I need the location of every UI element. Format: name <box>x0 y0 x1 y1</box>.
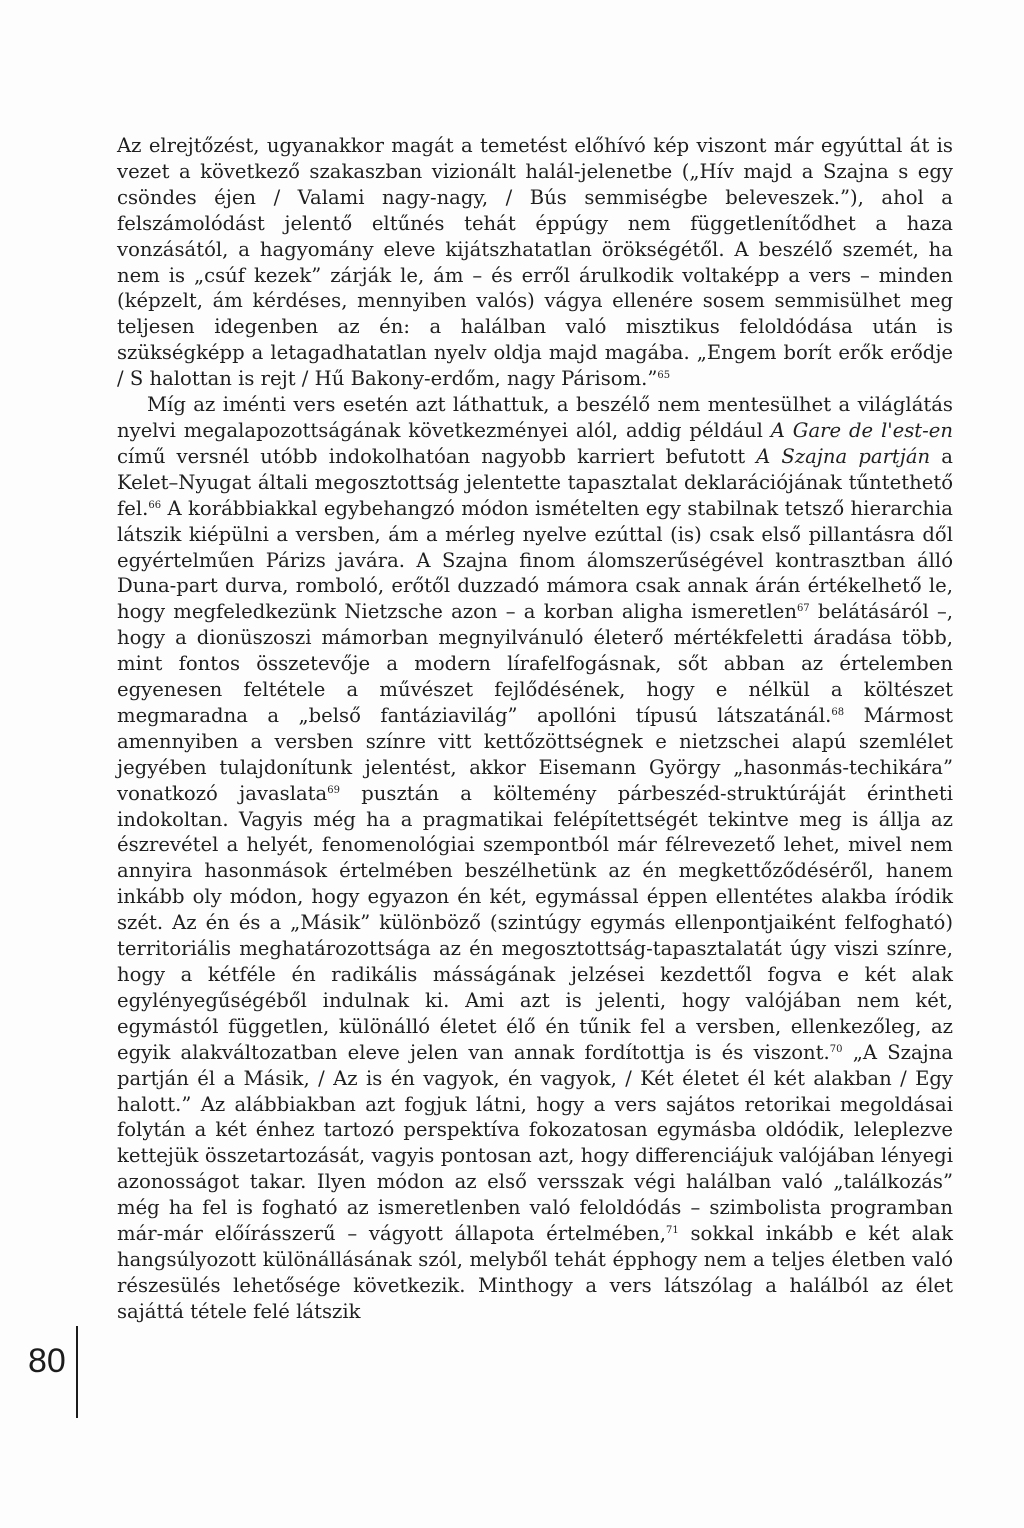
text-run: „A Szajna partján él a Másik, / Az is én vagyok, én vagyok, / Két életet él két alakban / Egy halott.” Az alábbiakban azt fogjuk látni, hogy a vers sajátos retorikai megoldásai folytán a két énhez tartozó perspektíva fokozatosan egymásba oldódik, leleplezve kettejük összetartozását, vagyis pontosan azt, hogy differenciájuk valójában lényegi azonosságot takar. Ilyen módon az első versszak végi halálban való „találkozás” még ha fel is fogható az ismeretlenben való feloldódás – szimbolista programban már-már előírásszerű – vágyott állapota értelmében, <box>117 1040 953 1246</box>
italic-title: A Szajna partján <box>756 444 931 468</box>
text-run: sokkal inkább e két alak hangsúlyozott különállásának szól, melyből tehát épphogy nem a teljes életben való részesülés lehetősége következik. Minthogy a vers látszólag a halálból az élet sajáttá tétele felé látszik <box>117 1222 953 1323</box>
footnote-marker: 69 <box>327 784 340 796</box>
text-run: pusztán a költemény párbeszéd-struktúráját érintheti indokoltan. Vagyis még ha a pragmatikai felépítettségét tekintve meg is állja az észrevétel a helyét, fenomenológiai szempontból már félrevezető lehet, mivel nem annyira hasonmások értelmében beszélhetünk az én megkettőződéséről, hanem inkább oly módon, hogy egyazon én két, egymással éppen ellentétes alakba íródik szét. Az én és a „Másik” különböző (szintúgy egymás ellenpontjaiként felfogható) territoriális meghatározottsága az én megosztottság-tapasztalatát úgy viszi színre, hogy a kétféle én radikális másságának jelzései kezdettől fogva e két alak egylényegűségéből indulnak ki. Ami azt is jelenti, hogy valójában nem két, egymástól független, különálló életet élő én tűnik fel a versben, ellenkezőleg, az egyik alakváltozatban eleve jelen van annak fordítottja is és viszont. <box>117 781 953 1064</box>
body-text <box>117 133 953 1325</box>
page-number: 80 <box>28 1342 66 1380</box>
text-run: a Kelet–Nyugat általi megosztottság jelentette tapasztalat deklarációjának tűntethető fel. <box>117 444 953 520</box>
text-run: Mármost amennyiben a versben színre vitt kettőzöttségnek e nietzschei alapú szemlélet jegyében tulajdonítunk jelentést, akkor Eisemann György „hasonmás-techikára” vonatkozó javaslata <box>117 703 953 805</box>
paragraph <box>117 133 953 392</box>
paragraph <box>117 392 953 1325</box>
text-run: belátásáról –, hogy a dionüszoszi mámorban megnyilvánuló életerő mértékfeletti áradása több, mint fontos összetevője a modern lírafelfogásnak, sőt abban az értelemben egyenesen feltétele a művészet fejlődésének, hogy e nélkül a költészet megmaradna a „belső fantáziavilág” apollóni típusú látszatánál. <box>117 600 953 727</box>
footnote-marker: 65 <box>657 370 671 382</box>
footnote-marker: 71 <box>665 1225 679 1237</box>
italic-title: A Gare de l'est-en <box>770 418 953 442</box>
text-run: című versnél utóbb indokolhatóan nagyobb karriert befutott <box>117 444 757 468</box>
footnote-marker: 70 <box>829 1043 843 1055</box>
text-run: Az elrejtőzést, ugyanakkor magát a temetést előhívó kép viszont már egyúttal át is vezet a következő szakaszban vizionált halál-jelenetbe („Hív majd a Szajna s egy csöndes éjen / Valami nagy-nagy, / Bús semmiségbe beleveszek.”), ahol a felszámolódást jelentő eltűnés tehát éppúgy nem függetlenítődhet a haza vonzásától, a hagyomány eleve kijátszhatatlan örökségétől. A beszélő szemét, ha nem is „csúf kezek” zárják le, ám – és erről árulkodik voltaképp a vers – minden (képzelt, ám kérdéses, mennyiben valós) vágya ellenére sosem semmisülhet meg teljesen idegenben az én: a halálban való misztikus feloldódása után is szükségképp a letagadhatatlan nyelv oldja majd magába. „Engem borít erők erődje / S halottan is rejt / Hű Bakony-erdőm, nagy Párisom.” <box>117 134 953 391</box>
footnote-marker: 66 <box>148 499 162 511</box>
text-run: Míg az iménti vers esetén azt láthattuk, a beszélő nem mentesülhet a világlátás nyelvi megalapozottságának következményei alól, addig például <box>117 393 953 442</box>
footnote-marker: 68 <box>831 706 845 718</box>
footnote-marker: 67 <box>796 603 810 615</box>
text-run: A korábbiakkal egybehangzó módon ismételten egy stabilnak tetsző hierarchia látszik kiépülni a versben, ám a mérleg nyelve ezúttal (is) csak első pillantásra dől egyértelműen Párizs javára. A Szajna finom álomszerűségével kontrasztban álló Duna-part durva, romboló, erőtől duzzadó mámora csak annak árán értékelhető le, hogy megfeledkezünk Nietzsche azon – a korban aligha ismeretlen <box>117 496 953 624</box>
page-number-rule <box>76 1326 78 1418</box>
